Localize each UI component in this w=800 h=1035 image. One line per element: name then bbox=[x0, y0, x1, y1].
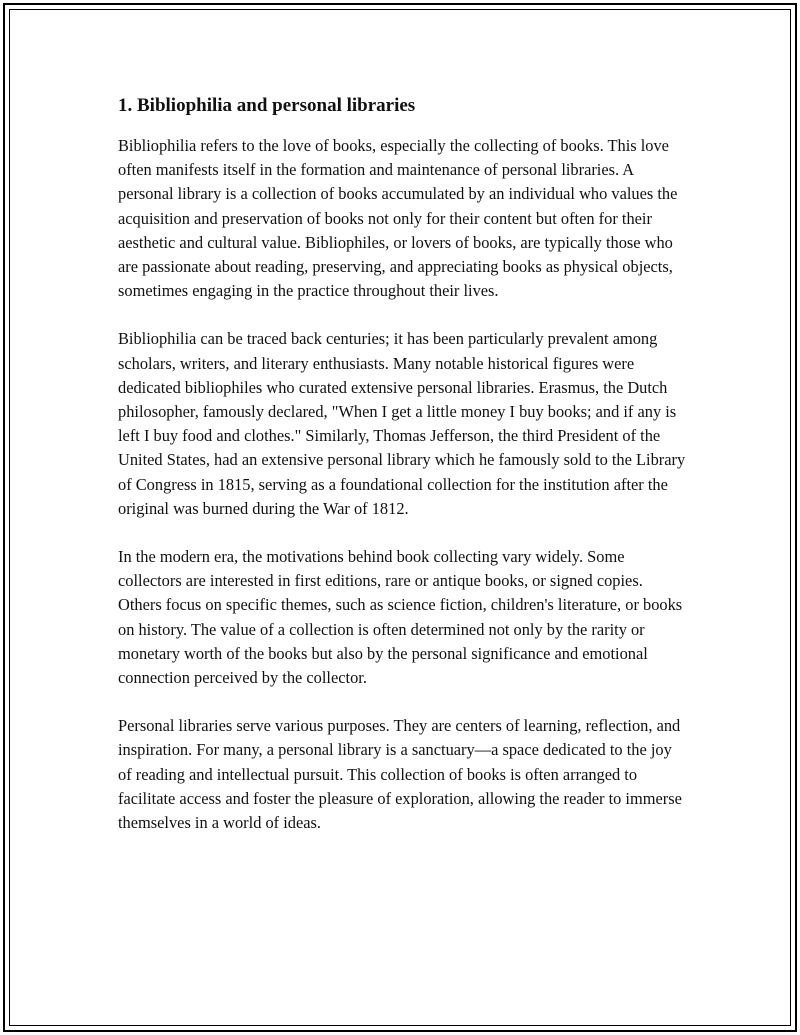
paragraph-2: Bibliophilia can be traced back centuries; it has been particularly prevalent among scholars, writers, and literary enthusiasts. Many notable historical figures were dedicated bibliophiles who curated extensive personal libraries. Erasmus, the Dutch philosopher, famously declared, "When I get a little money I buy books; and if any is left I buy food and clothes." Similarly, Thomas Jefferson, the third President of the United States, had an extensive personal library which he famously sold to the Library of Congress in 1815, serving as a foundational collection for the institution after the original was burned during the War of 1812. bbox=[118, 329, 686, 518]
document-body bbox=[118, 92, 688, 859]
section-heading: 1. Bibliophilia and personal libraries bbox=[118, 95, 416, 116]
paragraph-1: Bibliophilia refers to the love of books, especially the collecting of books. This love often manifests itself in the formation and maintenance of personal libraries. A personal library is a collection of books accumulated by an individual who values the acquisition and preservation of books not only for their content but often for their aesthetic and cultural value. Bibliophiles, or lovers of books, are typically those who are passionate about reading, preserving, and appreciating books as physical objects, sometimes engaging in the practice throughout their lives. bbox=[118, 136, 678, 301]
paragraph-4: Personal libraries serve various purposes. They are centers of learning, reflection, and inspiration. For many, a personal library is a sanctuary—a space dedicated to the joy of reading and intellectual pursuit. This collection of books is often arranged to facilitate access and foster the pleasure of exploration, allowing the reader to immerse themselves in a world of ideas. bbox=[118, 716, 682, 833]
paragraph-3: In the modern era, the motivations behind book collecting vary widely. Some collectors are interested in first editions, rare or antique books, or signed copies. Others focus on specific themes, such as science fiction, children's literature, or books on history. The value of a collection is often determined not only by the rarity or monetary worth of the books but also by the personal significance and emotional connection perceived by the collector. bbox=[118, 547, 683, 688]
